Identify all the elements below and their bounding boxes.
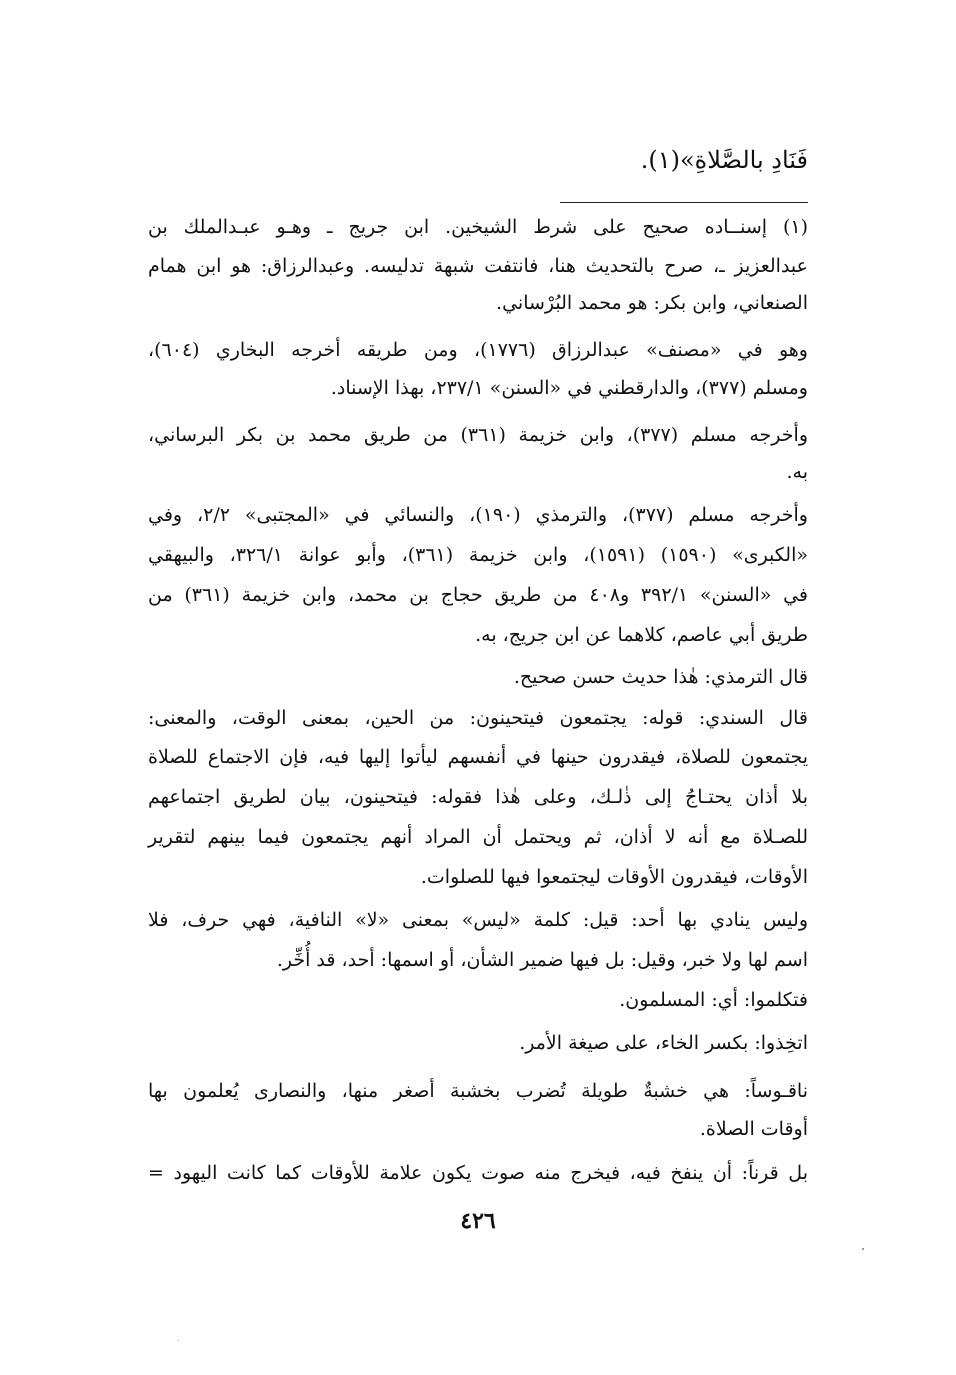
footnote-line: وأخرجه مسلم (٣٧٧)، وابن خزيمة (٣٦١) من طريق محمد بن بكر البرساني، [148,424,808,446]
footnote-line: قال الترمذي: هٰذا حديث حسن صحيح. [513,666,808,688]
footnote-line: «الكبرى» (١٥٩٠) (١٥٩١)، وابن خزيمة (٣٦١)، وأبو عوانة ٣٢٦/١، والبيهقي [148,544,808,566]
footnote-line: اتخِذوا: بكسر الخاء، على صيغة الأمر. [519,1032,808,1054]
scan-speck [862,1248,864,1250]
footnote-line: ومسلم (٣٧٧)، والدارقطني في «السنن» ٢٣٧/١، بهذا الإسناد. [330,377,808,399]
footnote-line: اسم لها ولا خبر، وقيل: بل فيها ضمير الشأن، أو اسمها: أحد، قد أُخِّر. [276,949,808,971]
footnote-line: وهو في «مصنف» عبدالرزاق (١٧٧٦)، ومن طريقه أخرجه البخاري (٦٠٤)، [148,339,808,361]
footnote-line: أوقات الصلاة. [699,1118,808,1140]
footnote-line: طريق أبي عاصم، كلاهما عن ابن جريج، به. [475,624,808,646]
footnote-line: بل قرناً: أن ينفخ فيه، فيخرج منه صوت يكون علامة للأوقات كما كانت اليهود = [148,1162,808,1184]
footnote-line: في «السنن» ٣٩٢/١ و٤٠٨ من طريق حجاج بن محمد، وابن خزيمة (٣٦١) من [148,584,808,606]
footnote-line: وأخرجه مسلم (٣٧٧)، والترمذي (١٩٠)، والنسائي في «المجتبى» ٢/٢، وفي [148,504,808,526]
footnote-separator [560,202,808,203]
footnote-line: يجتمعون للصلاة، فيقدرون حينها في أنفسهم ليأتوا إليها فيه، فإن الاجتماع للصلاة [148,746,808,768]
footnote-line: به. [786,461,808,483]
footnote-line: فتكلموا: أي: المسلمون. [619,989,808,1011]
footnote-line: الأوقات، فيقدرون الأوقات ليجتمعوا فيها للصلوات. [420,866,808,888]
footnote-line: (١) إسنــاده صحيح على شرط الشيخين. ابن جريج ـ وهـو عبـدالملك بن [148,216,808,238]
footnote-line: قال السندي: قوله: يجتمعون فيتحينون: من الحين، بمعنى الوقت، والمعنى: [148,707,808,729]
main-text-line: فَنَادِ بالصَّلاةِ»(١). [640,146,808,174]
page-number: ٤٢٦ [460,1208,496,1234]
footnote-line: وليس ينادي بها أحد: قيل: كلمة «ليس» بمعنى «لا» النافية، فهي حرف، فلا [148,909,808,931]
footnote-line: بلا أذان يحتـاجُ إلى ذٰلـك، وعلى هٰذا فقوله: فيتحينون، بيان لطريق اجتماعهم [148,786,808,808]
footnote-line: الصنعاني، وابن بكر: هو محمد البُرْساني. [496,292,808,314]
footnote-line: ناقـوساً: هي خشبةٌ طويلة تُضرب بخشبة أصغر منها، والنصارى يُعلمون بها [148,1080,808,1102]
scan-speck [178,1340,179,1341]
footnote-line: عبدالعزيز ـ، صرح بالتحديث هنا، فانتفت شبهة تدليسه. وعبدالرزاق: هو ابن همام [148,255,808,277]
footnote-line: للصـلاة مع أنه لا أذان، ثم ويحتمل أن المراد أنهم يجتمعون فيما بينهم لتقرير [148,826,808,848]
